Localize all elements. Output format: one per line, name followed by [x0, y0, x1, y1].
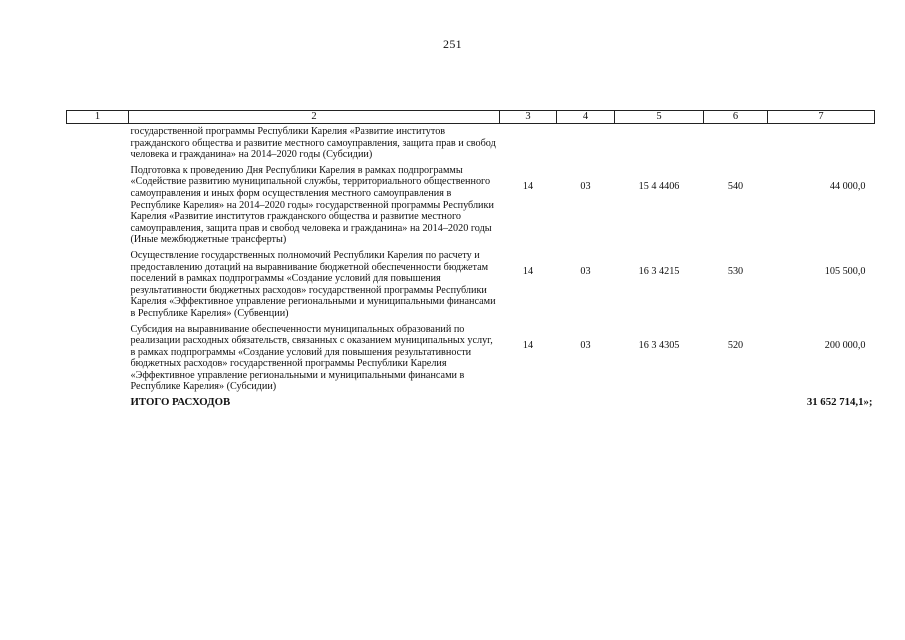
empty-cell	[500, 395, 557, 411]
row-description: Субсидия на выравнивание обеспеченности муниципальных образований по реализации расходных обязательств, связанных с оказанием муниципальных услуг, в рамках подпрограммы «Создание условий для повышения результативности бюджетных расходов» государственной программы Республики Карелия «Эффективное управление региональными и муниципальными финансами в Республике Карелия» (Субсидии)	[130, 323, 493, 393]
row-expense-type-code: 530	[727, 265, 744, 277]
empty-cell	[67, 163, 129, 248]
column-header-7: 7	[768, 111, 875, 124]
empty-cell	[615, 395, 704, 411]
row-amount	[768, 124, 875, 163]
row-expense-type-code	[704, 124, 768, 163]
budget-table	[66, 110, 875, 411]
table-row	[67, 248, 875, 322]
column-header-2: 2	[129, 111, 500, 124]
row-subsection-code: 03	[580, 265, 591, 277]
table-row	[67, 163, 875, 248]
column-header-4: 4	[557, 111, 615, 124]
total-label: ИТОГО РАСХОДОВ	[130, 396, 231, 409]
total-row	[67, 395, 875, 411]
column-header-5: 5	[615, 111, 704, 124]
row-expense-type-code: 520	[727, 339, 744, 351]
row-description: Осуществление государственных полномочий Республики Карелия по расчету и предоставлению дотаций на выравнивание бюджетной обеспеченности бюджетам поселений в рамках подпрограммы «Создание условий для повышения результативности бюджетных расходов» государственной программы Республики Карелия «Эффективное управление региональными и муниципальными финансами в Республике Карелия» (Субвенции)	[130, 249, 496, 319]
empty-cell	[67, 124, 129, 163]
empty-cell	[67, 395, 129, 411]
row-amount: 200 000,0	[824, 339, 866, 351]
empty-cell	[557, 395, 615, 411]
column-header-1: 1	[67, 111, 129, 124]
column-number-header-row	[67, 111, 875, 124]
empty-cell	[67, 248, 129, 322]
row-target-item-code: 15 4 4406	[638, 180, 680, 192]
total-amount: 31 652 714,1»;	[806, 396, 873, 409]
row-description: Подготовка к проведению Дня Республики Карелия в рамках подпрограммы «Содействие развитию муниципальной службы, территориального общественного самоуправления и иных форм осуществления местного самоуправления в Республике Карелия» на 2014–2020 годы» государственной программы Республики Карелия «Развитие институтов гражданского общества и развитие местного самоуправления, защита прав и свобод человека и гражданина» на 2014–2020 годы (Иные межбюджетные трансферты)	[130, 164, 494, 246]
column-header-3: 3	[500, 111, 557, 124]
row-section-code: 14	[522, 339, 534, 351]
empty-cell	[67, 322, 129, 396]
row-subsection-code: 03	[580, 180, 591, 192]
row-description: государственной программы Республики Карелия «Развитие институтов гражданского общества и развитие местного самоуправления, защита прав и свобод человека и гражданина» на 2014–2020 годы (Субсидии)	[130, 126, 496, 161]
page-number: 251	[443, 37, 462, 51]
row-amount: 44 000,0	[829, 180, 866, 192]
empty-cell	[704, 395, 768, 411]
row-section-code: 14	[522, 265, 534, 277]
row-section-code: 14	[522, 180, 534, 192]
row-target-item-code	[615, 124, 704, 163]
row-expense-type-code: 540	[727, 180, 744, 192]
table-row	[67, 124, 875, 163]
row-section-code	[500, 124, 557, 163]
column-header-6: 6	[704, 111, 768, 124]
row-target-item-code: 16 3 4215	[638, 265, 680, 277]
row-subsection-code: 03	[580, 339, 591, 351]
row-amount: 105 500,0	[824, 265, 866, 277]
table-row	[67, 322, 875, 396]
row-subsection-code	[557, 124, 615, 163]
row-target-item-code: 16 3 4305	[638, 339, 680, 351]
